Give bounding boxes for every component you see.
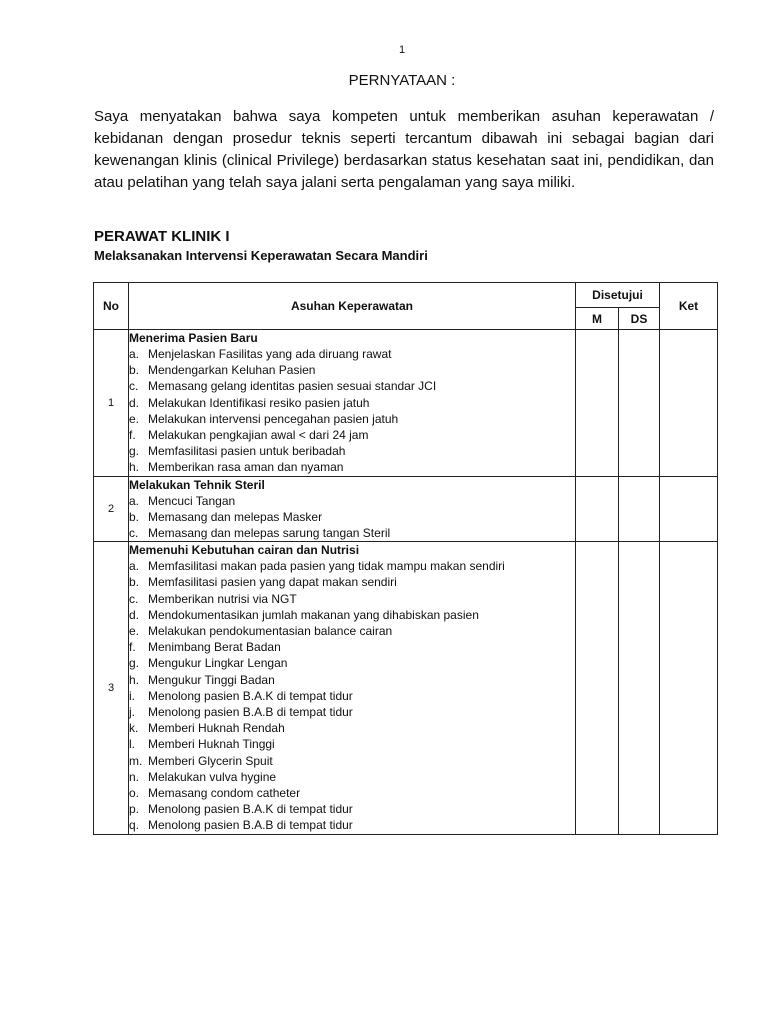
item-marker: h.: [129, 460, 140, 475]
item-text: Memberi Glycerin Spuit: [148, 753, 273, 768]
item-marker: h.: [129, 672, 140, 687]
list-item: [129, 411, 575, 427]
table-body: [94, 330, 718, 835]
ket-cell: [660, 476, 718, 542]
care-cell: [129, 476, 576, 542]
approval-ds-cell: [619, 476, 660, 542]
group-title: Melakukan Tehnik Steril: [129, 477, 265, 492]
item-text: Memasang condom catheter: [148, 786, 301, 801]
section-subtitle: Melaksanakan Intervensi Keperawatan Secara Mandiri: [94, 248, 428, 263]
item-marker: f.: [129, 640, 136, 655]
list-item: [129, 443, 575, 459]
item-marker: g.: [129, 444, 140, 459]
item-marker: j.: [129, 705, 135, 720]
ket-cell: [660, 542, 718, 834]
row-number: 1: [94, 330, 129, 477]
list-item: [129, 785, 575, 801]
approval-ds-cell: [619, 330, 660, 477]
header-ket: Ket: [660, 283, 718, 330]
item-text: Mendengarkan Keluhan Pasien: [148, 363, 316, 378]
item-text: Mengukur Lingkar Lengan: [148, 656, 288, 671]
item-text: Melakukan Identifikasi resiko pasien jatuh: [148, 395, 370, 410]
item-text: Menolong pasien B.A.B di tempat tidur: [148, 818, 353, 833]
item-marker: q.: [129, 818, 140, 833]
row-number: 2: [94, 476, 129, 542]
item-marker: d.: [129, 395, 140, 410]
list-item: [129, 607, 575, 623]
list-item: [129, 655, 575, 671]
list-item: [129, 459, 575, 475]
table-row: [94, 542, 718, 834]
item-marker: o.: [129, 786, 140, 801]
list-item: [129, 378, 575, 394]
item-text: Memasang gelang identitas pasien sesuai standar JCI: [148, 379, 437, 394]
item-marker: c.: [129, 591, 139, 606]
item-marker: e.: [129, 624, 140, 639]
list-item: [129, 736, 575, 752]
list-item: [129, 346, 575, 362]
list-item: [129, 769, 575, 785]
item-text: Melakukan vulva hygine: [148, 769, 277, 784]
row-number: 3: [94, 542, 129, 834]
item-text: Memberikan nutrisi via NGT: [148, 591, 297, 606]
list-item: [129, 688, 575, 704]
list-item: [129, 509, 575, 525]
list-item: [129, 704, 575, 720]
statement-body: Saya menyatakan bahwa saya kompeten untuk memberikan asuhan keperawatan / kebidanan dengan prosedur teknis seperti tercantum dibawah ini sebagai bagian dari kewenangan klinis (clinical Privilege) berdasarkan status kesehatan saat ini, pendidikan, dan atau pelatihan yang telah saya jalani serta pengalaman yang saya miliki.: [94, 108, 714, 191]
list-item: [129, 558, 575, 574]
item-marker: n.: [129, 769, 140, 784]
item-text: Menolong pasien B.A.K di tempat tidur: [148, 688, 353, 703]
item-marker: g.: [129, 656, 140, 671]
list-item: [129, 362, 575, 378]
item-marker: b.: [129, 363, 140, 378]
approval-m-cell: [576, 542, 619, 834]
item-text: Melakukan pengkajian awal < dari 24 jam: [148, 428, 369, 443]
item-marker: i.: [129, 688, 135, 703]
statement-title: PERNYATAAN :: [348, 72, 456, 89]
item-marker: k.: [129, 721, 139, 736]
item-marker: a.: [129, 493, 140, 508]
item-marker: b.: [129, 509, 140, 524]
group-title: Menerima Pasien Baru: [129, 331, 258, 345]
care-cell: [129, 330, 576, 477]
list-item: [129, 493, 575, 509]
item-text: Menimbang Berat Badan: [148, 640, 281, 655]
approval-ds-cell: [619, 542, 660, 834]
item-marker: c.: [129, 379, 139, 394]
item-list: [129, 558, 575, 833]
item-text: Melakukan pendokumentasian balance cairan: [148, 624, 393, 639]
item-text: Menolong pasien B.A.K di tempat tidur: [148, 802, 353, 817]
list-item: [129, 801, 575, 817]
header-ds: DS: [619, 308, 660, 330]
item-marker: c.: [129, 526, 139, 541]
section-title: PERAWAT KLINIK I: [94, 228, 230, 245]
item-text: Memberi Huknah Rendah: [148, 721, 285, 736]
list-item: [129, 574, 575, 590]
approval-m-cell: [576, 476, 619, 542]
item-text: Mencuci Tangan: [148, 493, 236, 508]
header-m: M: [576, 308, 619, 330]
item-text: Memasang dan melepas sarung tangan Steril: [148, 526, 391, 541]
item-list: [129, 493, 575, 542]
item-marker: e.: [129, 411, 140, 426]
competency-table: [93, 282, 718, 835]
item-text: Melakukan intervensi pencegahan pasien jatuh: [148, 411, 399, 426]
table-row: [94, 330, 718, 477]
item-text: Mengukur Tinggi Badan: [148, 672, 275, 687]
item-text: Mendokumentasikan jumlah makanan yang dihabiskan pasien: [148, 607, 479, 622]
list-item: [129, 672, 575, 688]
item-text: Memfasilitasi pasien untuk beribadah: [148, 444, 346, 459]
item-marker: a.: [129, 347, 140, 361]
item-list: [129, 346, 575, 476]
group-title: Memenuhi Kebutuhan cairan dan Nutrisi: [129, 543, 360, 558]
item-text: Memberikan rasa aman dan nyaman: [148, 460, 344, 475]
header-approved: Disetujui: [576, 283, 660, 308]
page-number: 1: [398, 44, 406, 56]
item-marker: b.: [129, 575, 140, 590]
list-item: [129, 395, 575, 411]
list-item: [129, 817, 575, 833]
approval-m-cell: [576, 330, 619, 477]
list-item: [129, 591, 575, 607]
item-text: Memberi Huknah Tinggi: [148, 737, 275, 752]
list-item: [129, 623, 575, 639]
item-text: Menjelaskan Fasilitas yang ada diruang rawat: [148, 347, 392, 361]
item-text: Menolong pasien B.A.B di tempat tidur: [148, 705, 353, 720]
list-item: [129, 427, 575, 443]
item-marker: m.: [129, 753, 143, 768]
header-care: Asuhan Keperawatan: [129, 283, 576, 330]
item-marker: l.: [129, 737, 135, 752]
item-marker: p.: [129, 802, 140, 817]
item-text: Memfasilitasi makan pada pasien yang tidak mampu makan sendiri: [148, 559, 505, 574]
item-marker: a.: [129, 559, 140, 574]
item-marker: f.: [129, 428, 136, 443]
list-item: [129, 753, 575, 769]
table-row: [94, 476, 718, 542]
list-item: [129, 720, 575, 736]
item-text: Memasang dan melepas Masker: [148, 509, 323, 524]
list-item: [129, 639, 575, 655]
ket-cell: [660, 330, 718, 477]
header-no: No: [94, 283, 129, 330]
item-marker: d.: [129, 607, 140, 622]
item-text: Memfasilitasi pasien yang dapat makan sendiri: [148, 575, 397, 590]
list-item: [129, 525, 575, 541]
care-cell: [129, 542, 576, 834]
